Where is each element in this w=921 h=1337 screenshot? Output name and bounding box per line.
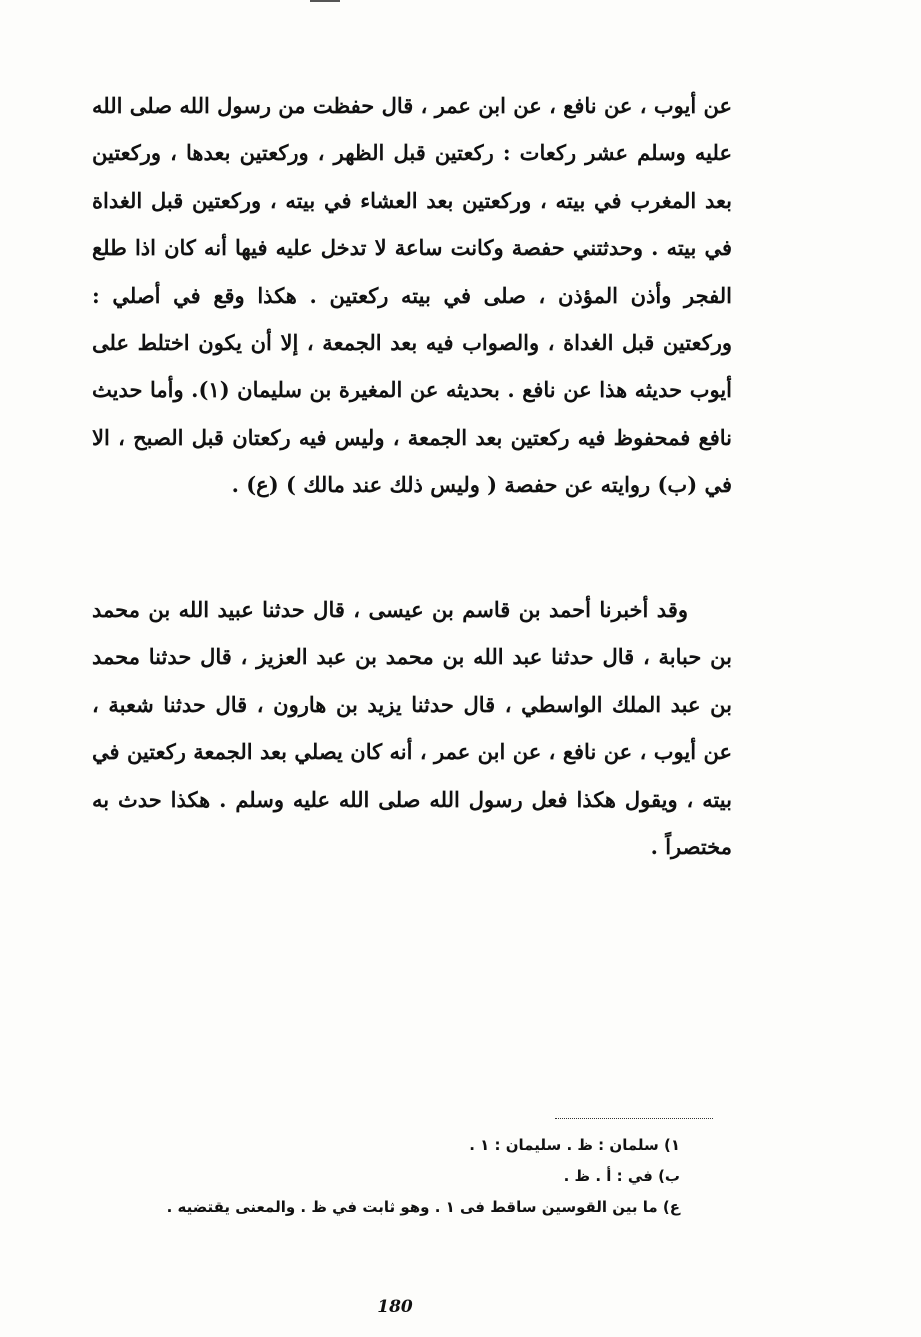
footnote-3: ع) ما بين القوسين ساقط فى ١ . وهو ثابت في ظ . والمعنى يقتضيه .: [166, 1198, 680, 1216]
paragraph-2: وقد أخبرنا أحمد بن قاسم بن عيسى ، قال حدثنا عبيد الله بن محمد بن حبابة ، قال حدثنا عبد الله بن محمد بن عبد العزيز ، قال حدثنا محمد بن عبد الملك الواسطي ، قال حدثنا يزيد بن هارون ، قال حدثنا شعبة ، عن أيوب ، عن نافع ، عن ابن عمر ، أنه كان يصلي بعد الجمعة ركعتين في بيته ، ويقول هكذا فعل رسول الله صلى الله عليه وسلم . هكذا حدث به مختصراً .: [92, 597, 732, 860]
footnote-2: ب) في : أ . ظ .: [563, 1167, 680, 1185]
footnote-separator: [555, 1118, 713, 1119]
page-number: 180: [377, 1297, 413, 1317]
scan-mark: [310, 0, 340, 2]
paragraph-1: عن أيوب ، عن نافع ، عن ابن عمر ، قال حفظت من رسول الله صلى الله عليه وسلم عشر ركعات : ركعتين قبل الظهر ، وركعتين بعدها ، وركعتين بعد المغرب في بيته ، وركعتين بعد العشاء في بيته ، وركعتين قبل الغداة في بيته . وحدثتني حفصة وكانت ساعة لا تدخل عليه فيها أنه كان اذا طلع الفجر وأذن المؤذن ، صلى في بيته ركعتين . هكذا وقع في أصلي : وركعتين قبل الغداة ، والصواب فيه بعد الجمعة ، إلا أن يكون اختلط على أيوب حديثه هذا عن نافع . بحديثه عن المغيرة بن سليمان (١). وأما حديث نافع فمحفوظ فيه ركعتين بعد الجمعة ، وليس فيه ركعتان قبل الصبح ، الا في (ب) روايته عن حفصة ( وليس ذلك عند مالك ) (ع) .: [92, 93, 733, 498]
footnote-1: ١) سلمان : ظ . سليمان : ١ .: [469, 1136, 680, 1154]
footnotes-list: [70, 1130, 680, 1223]
